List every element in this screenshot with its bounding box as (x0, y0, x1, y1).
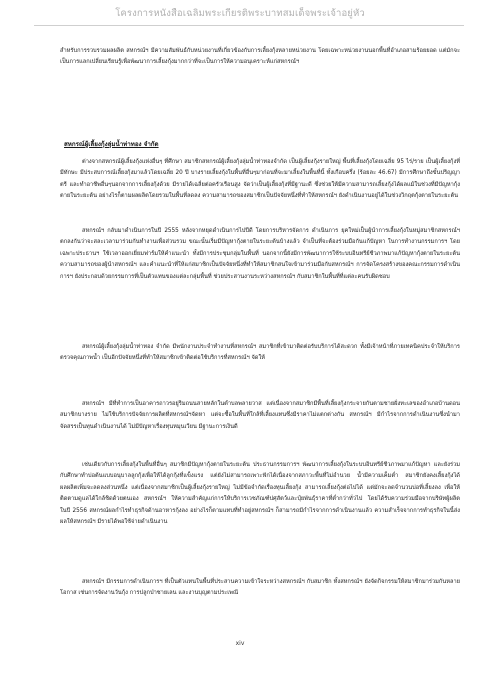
section-title: สหกรณ์ผู้เลี้ยงกุ้งลุ่มน้ำท่าทอง จำกัด (64, 141, 159, 148)
paragraph-members-profile (60, 157, 460, 203)
paragraph-office-finance (60, 399, 460, 433)
header-divider (34, 25, 464, 26)
paragraph-management (60, 226, 460, 283)
paragraph: สำหรับการรวบรวมผลผลิต สหกรณ์ฯ มีความสัมพันธ์กับหน่วยงานที่เกี่ยวข้องกับการเลี้ยงกุ้งหลายหน่วยงาน โดยเฉพาะหน่วยงานนอกพื้นที่อำเภอสามร้อยยอด แต่มักจะเป็นการแลกเปลี่ยนเรียนรู้เพื่อพัฒนาการเลี้ยงกุ้งมากกว่าที่จะเป็นการให้ความอนุเคราะห์แก่สหกรณ์ฯ (60, 48, 460, 66)
paragraph-disease-problem (60, 460, 460, 528)
paragraph-collection-partners (60, 46, 460, 69)
paragraph: ต่างจากสหกรณ์ผู้เลี้ยงกุ้งแห่งอื่นๆ ที่ศึกษา สมาชิกสหกรณ์ผู้เลี้ยงกุ้งลุ่มน้ำท่าทองจำกัด เป็นผู้เลี้ยงกุ้งรายใหญ่ พื้นที่เลี้ยงกุ้งโดยเฉลี่ย 95 ไร่/ราย เป็นผู้เลี้ยงกุ้งที่มีทักษะ มีประสบการณ์เลี้ยงกุ้งมาแล้วโดยเฉลี่ย 20 ปี บางรายเลี้ยงกุ้งในพื้นที่อื่นๆมาก่อนที่จะมาเลี้ยงในพื้นที่นี้ ทั้งเกือบครึ่ง (ร้อยละ 46.67) มีการศึกษาถึงขั้นปริญญาตรี และทำอาชีพอื่นๆนอกจากการเลี้ยงกุ้งด้วย มีรายได้เฉลี่ยต่อครัวเรือนสูง จัดว่าเป็นผู้เลี้ยงกุ้งที่มีฐานะดี ซึ่งช่วยให้มีความสามารถเลี้ยงกุ้งได้ผลแม้ในช่วงที่มีปัญหากุ้งตายในระยะต้น อย่างไรก็ตามผลผลิตโดยรวมในพื้นที่ลดลง ความสามารถของสมาชิกเป็นปัจจัยหนึ่งที่ทำให้สหกรณ์ฯ ยังดำเนินงานอยู่ได้ในช่วงวิกฤตกุ้งตายในระยะต้น (60, 159, 460, 200)
paragraph: สหกรณ์ฯ กลับมาดำเนินการในปี 2555 หลังจากหยุดดำเนินการไปปีดี โดยการบริหารจัดการ ดำเนินการ ยุคใหม่เป็นผู้นำการเลี้ยงกุ้งในหมู่สมาชิกสหกรณ์ฯ ตกลงกันว่าจะสละเวลามาร่วมกันทำงานเพื่อส่วนรวม ขณะนั้นเริ่มมีปัญหากุ้งตายในระยะต้นบ้างแล้ว จำเป็นที่จะต้องร่วมมือกันแก้ปัญหา ในการทำงานกรรมการฯ โดยเฉพาะประธานฯ ใช้เวลาออกเยี่ยมฟาร์มให้คำแนะนำ ทั้งมีการประชุมกลุ่มในพื้นที่ นอกจากนี้ยังมีการพัฒนาการใช้ระบบอินทรีย์ชีวภาพมาแก้ปัญหากุ้งตายในระยะต้น ความสามารถของผู้นำสหกรณ์ฯ และคำแนะนำที่ให้แก่สมาชิกเป็นปัจจัยหนึ่งที่ทำให้สมาชิกสนใจเข้ามาร่วมมือกับสหกรณ์ฯ การจัดโครงสร้างของคณะกรรมการดำเนินการฯ ยังประกอบด้วยกรรมการที่เป็นตัวแทนของแต่ละกลุ่มพื้นที่ ช่วยประสานงานระหว่างสหกรณ์ฯ กับสมาชิกในพื้นที่ที่แต่ละคนรับผิดชอบ (60, 228, 460, 280)
paragraph: สหกรณ์ฯ มีที่ทำการเป็นอาคารถาวรอยู่ริมถนนสายหลักในตำบลพลายวาส แต่เนื่องจากสมาชิกมีพื้นที่เลี้ยงกุ้งกระจายกันตามชายฝั่งทะเลของอำเภอบ้านดอน สมาชิกบางราย ไม่ใช้บริการปัจจัยการผลิตที่สหกรณ์ฯจัดหา แต่จะซื้อในพื้นที่ใกล้ที่เลี้ยงแทนซึ่งมีราคาไม่แตกต่างกัน สหกรณ์ฯ มีกำไรจากการดำเนินงานซึ่งนำมาจัดสรรเป็นทุนดำเนินงานได้ ไม่มีปัญหาเรื่องทุนหมุนเวียน มีฐานะการเงินดี (60, 401, 460, 430)
paragraph: สหกรณ์ผู้เลี้ยงกุ้งลุ่มน้ำท่าทอง จำกัด มีพนักงานประจำทำงานที่สหกรณ์ฯ สมาชิกที่เข้ามาติดต่อรับบริการได้สะดวก ทั้งมีเจ้าหน้าที่ภายเทคนิคประจำให้บริการตรวจคุณภาพน้ำ เป็นอีกปัจจัยหนึ่งที่ทำให้สมาชิกเข้าติดต่อใช้บริการที่สหกรณ์ฯ จัดให้ (60, 344, 460, 362)
page-number: xiv (235, 640, 245, 647)
paragraph: สหกรณ์ฯ มีกรรมการดำเนินการฯ ที่เป็นตัวแทนในพื้นที่ประสานความเข้าใจระหว่างสหกรณ์ฯ กับสมาชิก ทั้งสหกรณ์ฯ ยังจัดกิจกรรมให้สมาชิกมาร่วมกันหลายโอกาส เช่นการจัดงานวันกุ้ง การปลูกป่าชายเลน และงานบุญตามประเพณี (60, 579, 460, 597)
paragraph-member-relations (60, 577, 460, 600)
paragraph-staff-service (60, 342, 460, 365)
paragraph: เช่นเดียวกับการเลี้ยงกุ้งในพื้นที่อื่นๆ สมาชิกมีปัญหากุ้งตายในระยะต้น ประธานกรรมการฯ พัฒนาการเลี้ยงกุ้งในระบบอินทรีย์ชีวภาพมาแก้ปัญหา และยังร่วมกับศึกษาทำบ่อต้นแบบอนุบาลลูกกุ้งเพื่อให้ได้ลูกกุ้งที่แข็งแรง แต่ยังไม่สามารถเพาะฟักได้เนื่องจากสภาวะพื้นที่ไม่อำนวย น้ำมีความเค็มต่ำ สมาชิกยังคงเลี้ยงกุ้งได้ผลผลิตเพิ่มจะลดลงส่วนหนึ่ง แต่เนื่องจากสมาชิกเป็นผู้เลี้ยงกุ้งรายใหญ่ ไม่มีข้อจำกัดเรื่องทุนเลี้ยงกุ้ง สามารถเลี้ยงกุ้งต่อไปได้ แต่มักจะลดจำนวนบ่อที่เลี้ยงลง เพื่อให้ติดตามดูแลได้ใกล้ชิดด้วยตนเอง สหกรณ์ฯ ให้ความสำคัญแก่การให้บริการเวชภัณฑ์ปศุสัตว์และปุ๋ยพันธุ์ราคาที่ต่ำกว่าทั่วไป โดยได้รับความร่วมมือจากบริษัทผู้ผลิต ในปี 2556 สหกรณ์ผลกำไรทำธุรกิจด้านอาหารกุ้งลง อย่างไรก็ตามแทบที่ทำอยู่สหกรณ์ฯ ก็สามารถมีกำไรจากการดำเนินงานแล้ว ความสำเร็จจากการทำธุรกิจในนี้ส่งผลให้สหกรณ์ฯ มีรายได้พอใช้จ่ายดำเนินงาน (60, 462, 460, 526)
running-header: โครงการหนังสือเฉลิมพระเกียรติพระบาทสมเด็จพระเจ้าอยู่หัว (115, 8, 365, 19)
